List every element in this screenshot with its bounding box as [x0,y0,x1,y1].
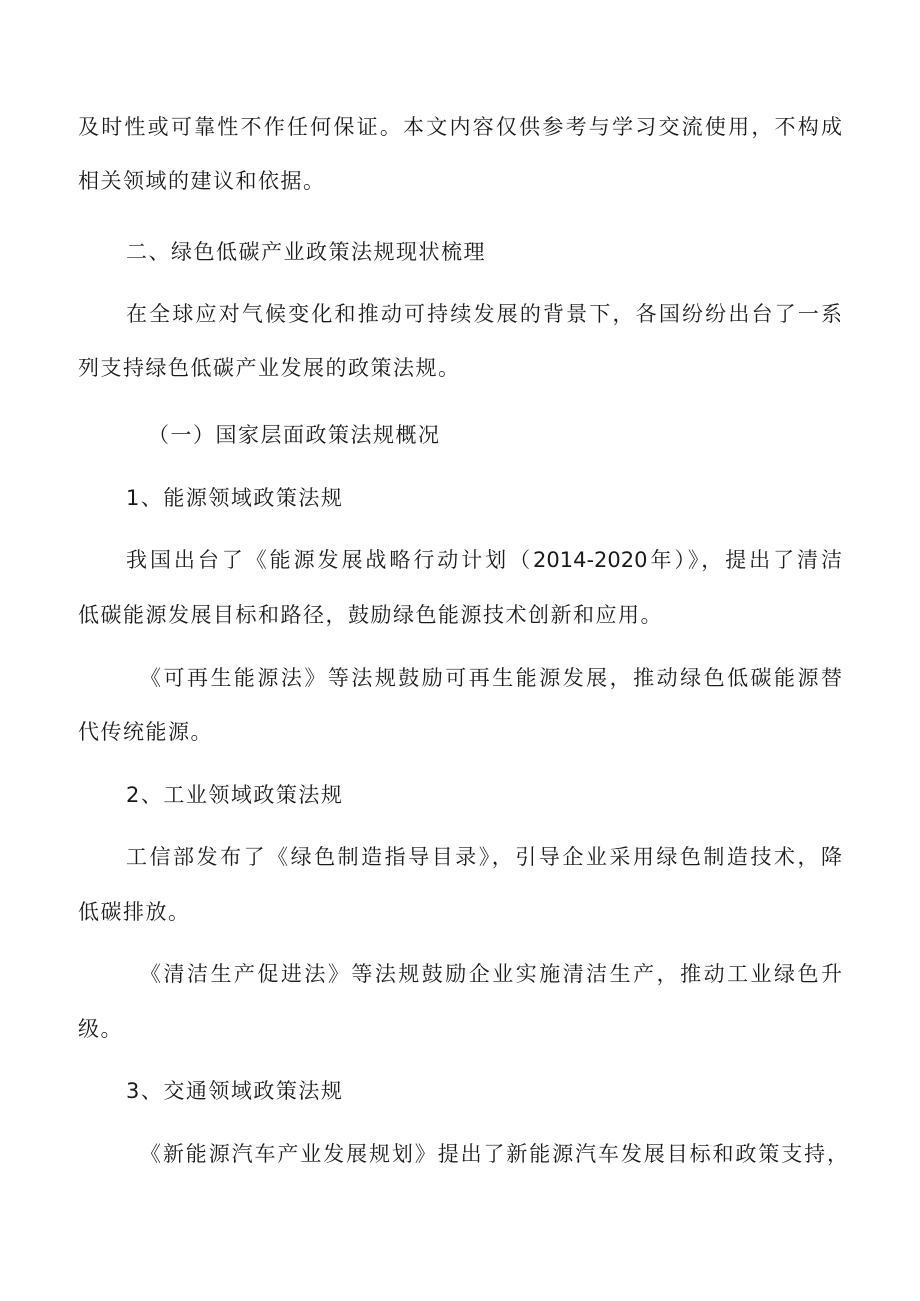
paragraph-disclaimer-line-1: 及时性或可靠性不作任何保证。本文内容仅供参考与学习交流使用，不构成 [78,115,842,139]
paragraph-industry-line-2: 低碳排放。 [78,900,191,924]
item-heading-industry: 2、工业领域政策法规 [126,783,344,807]
paragraph-cleanprod-line-2: 级。 [78,1017,123,1041]
paragraph-intro-line-2: 列支持绿色低碳产业发展的政策法规。 [78,356,461,380]
item-heading-energy: 1、能源领域政策法规 [126,486,344,510]
paragraph-cleanprod-line-1: 《清洁生产促进法》等法规鼓励企业实施清洁生产，推动工业绿色升 [140,962,842,986]
section-heading-2: 二、绿色低碳产业政策法规现状梳理 [126,240,486,264]
paragraph-renewable-line-2: 代传统能源。 [78,720,213,744]
paragraph-renewable-line-1: 《可再生能源法》等法规鼓励可再生能源发展，推动绿色低碳能源替 [140,666,842,690]
paragraph-industry-line-1: 工信部发布了《绿色制造指导目录》，引导企业采用绿色制造技术，降 [126,845,842,869]
item-heading-transport: 3、交通领域政策法规 [126,1079,344,1103]
paragraph-energy-line-1: 我国出台了《能源发展战略行动计划（2014-2020年）》，提出了清洁 [126,548,842,572]
paragraph-intro-line-1: 在全球应对气候变化和推动可持续发展的背景下，各国纷纷出台了一系 [126,302,842,326]
subsection-heading-national: （一）国家层面政策法规概况 [148,423,441,447]
paragraph-transport-line-1: 《新能源汽车产业发展规划》提出了新能源汽车发展目标和政策支持， [140,1142,848,1166]
paragraph-disclaimer-line-2: 相关领域的建议和依据。 [78,169,326,193]
paragraph-energy-line-2: 低碳能源发展目标和路径，鼓励绿色能源技术创新和应用。 [78,603,663,627]
